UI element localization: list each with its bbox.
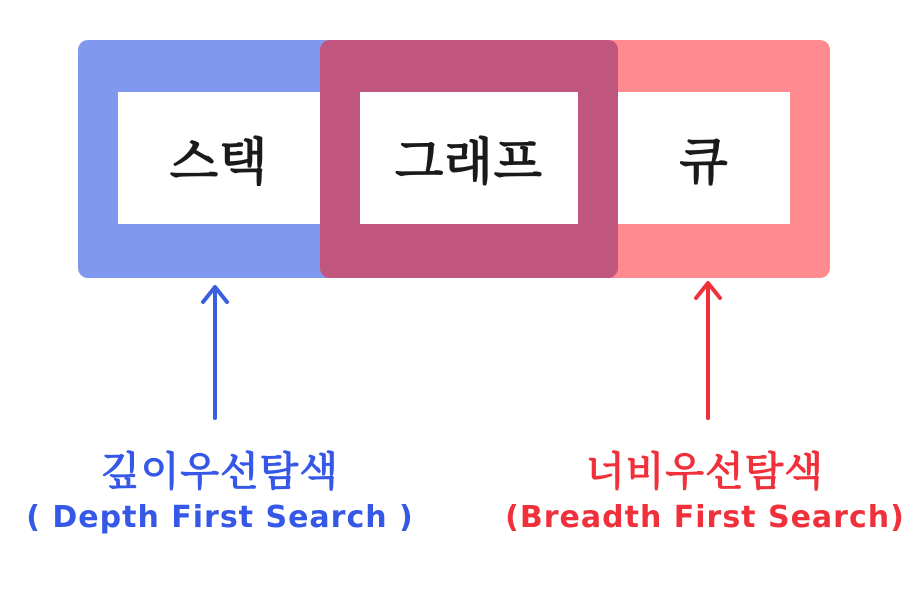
queue-cell — [618, 92, 790, 224]
bfs-title: 너비우선탐색 — [586, 449, 824, 495]
stack-cell — [118, 92, 320, 224]
queue-label: 큐 — [679, 133, 729, 191]
bfs-subtitle: (Breadth First Search) — [505, 500, 905, 535]
dfs-arrow-icon — [195, 282, 235, 422]
dfs-label — [20, 448, 420, 540]
bfs-label — [505, 448, 905, 540]
stack-label: 스택 — [169, 133, 269, 191]
dfs-subtitle: ( Depth First Search ) — [26, 500, 414, 535]
bfs-arrow-icon — [688, 278, 728, 422]
dfs-title: 깊이우선탐색 — [101, 449, 339, 495]
graph-cell — [360, 92, 578, 224]
graph-label: 그래프 — [395, 133, 543, 191]
